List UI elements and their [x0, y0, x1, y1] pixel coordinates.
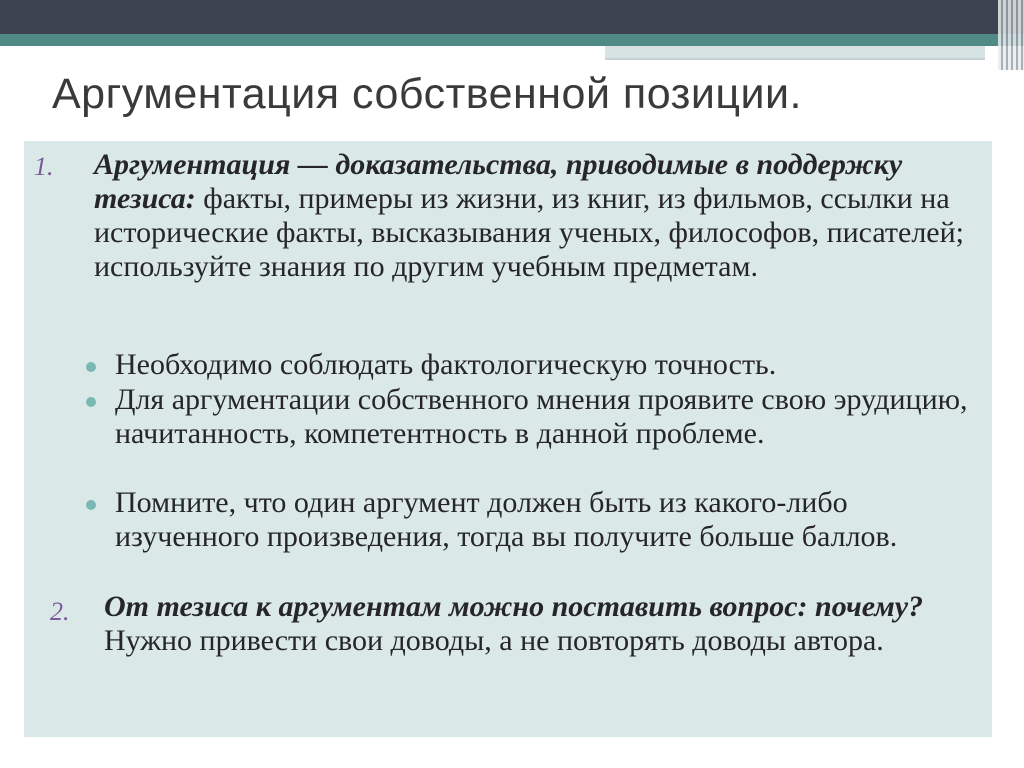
light-decor-strip — [605, 46, 985, 58]
item-2-lead: От тезиса к аргументам можно поставить вопрос: почему? — [104, 590, 924, 623]
bullet-2: Для аргументации собственного мнения проявите свою эрудицию, начитанность, компетентность в данной проблеме. — [115, 383, 968, 450]
item-1-text: факты, примеры из жизни, из книг, из фильмов, ссылки на исторические факты, высказывания ученых, философов, писателей; используйте знания по другим учебным предметам. — [94, 182, 964, 283]
bullet-1: Необходимо соблюдать фактологическую точность. — [115, 348, 777, 381]
item-1 — [94, 148, 974, 284]
item-number-1: 1. — [34, 152, 54, 181]
item-2-text: Нужно привести свои доводы, а не повторять доводы автора. — [104, 624, 884, 657]
item-1-lead: Аргументация — доказательства, приводимые в поддержку тезиса: — [94, 148, 903, 215]
bullet-1-dot — [86, 362, 96, 372]
teal-decor-band — [0, 34, 1024, 46]
corner-decor — [998, 0, 1024, 70]
slide-title: Аргументация собственной позиции. — [52, 70, 802, 118]
top-decor-bar — [0, 0, 1024, 34]
bullet-3: Помните, что один аргумент должен быть из какого-либо изученного произведения, тогда вы получите больше баллов. — [115, 486, 898, 553]
bullet-3-dot — [86, 500, 96, 510]
item-2 — [104, 590, 974, 658]
bullet-2-dot — [86, 397, 96, 407]
thin-decor-line — [605, 58, 985, 60]
item-number-2: 2. — [50, 597, 70, 626]
